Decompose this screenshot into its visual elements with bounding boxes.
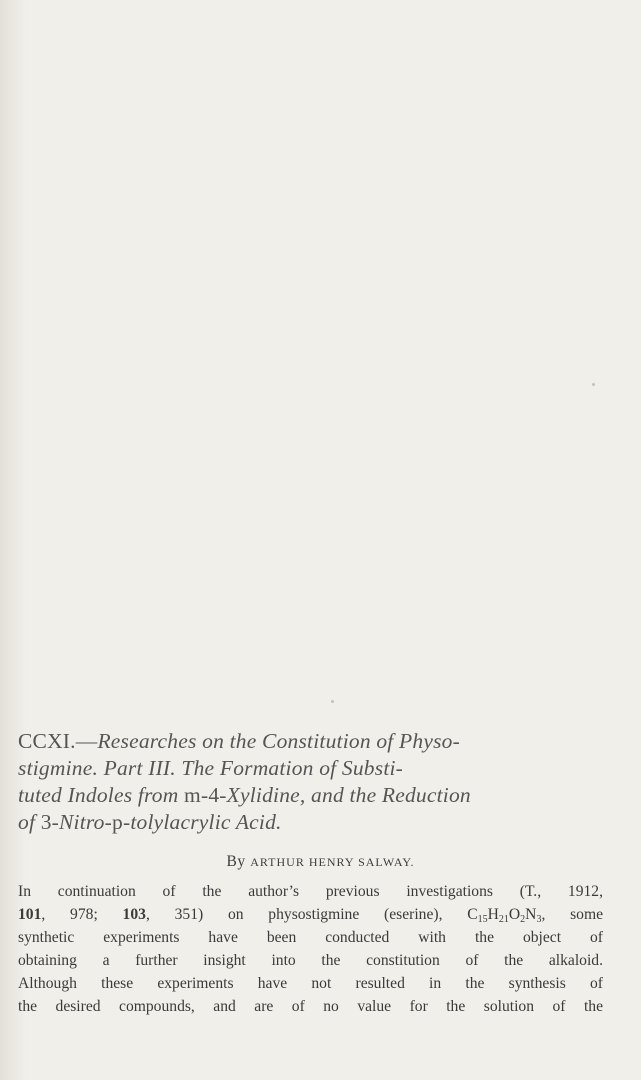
title-line-3: tuted Indoles from m-4-Xylidine, and the Reduction	[18, 783, 471, 807]
body-line: the desired compounds, and are of no value for the solution of the	[18, 998, 603, 1015]
body-line: In continuation of the author’s previous investigations (T., 1912,	[18, 883, 603, 900]
paper-speck	[331, 700, 334, 703]
title-line-4: of 3-Nitro-p-tolylacrylic Acid.	[18, 810, 282, 834]
body-line: Although these experiments have not resulted in the synthesis of	[18, 975, 603, 992]
body-line: synthetic experiments have been conducted with the object of	[18, 929, 603, 946]
body-paragraph	[18, 880, 603, 1018]
title-line-1: CCXI.—Researches on the Constitution of Physo-	[18, 729, 460, 753]
author-byline: By ARTHUR HENRY SALWAY.	[226, 853, 415, 870]
article-number: CCXI.	[18, 729, 76, 753]
title-line-2: stigmine. Part III. The Formation of Substi-	[18, 756, 404, 780]
author-name: ARTHUR HENRY SALWAY.	[250, 855, 415, 869]
article-title	[18, 728, 604, 836]
body-line: obtaining a further insight into the constitution of the alkaloid.	[18, 952, 603, 969]
paper-speck	[592, 383, 595, 386]
body-line: 101, 978; 103, 351) on physostigmine (eserine), $C_{15}H_{21}O_2N_3$, some	[18, 906, 604, 925]
